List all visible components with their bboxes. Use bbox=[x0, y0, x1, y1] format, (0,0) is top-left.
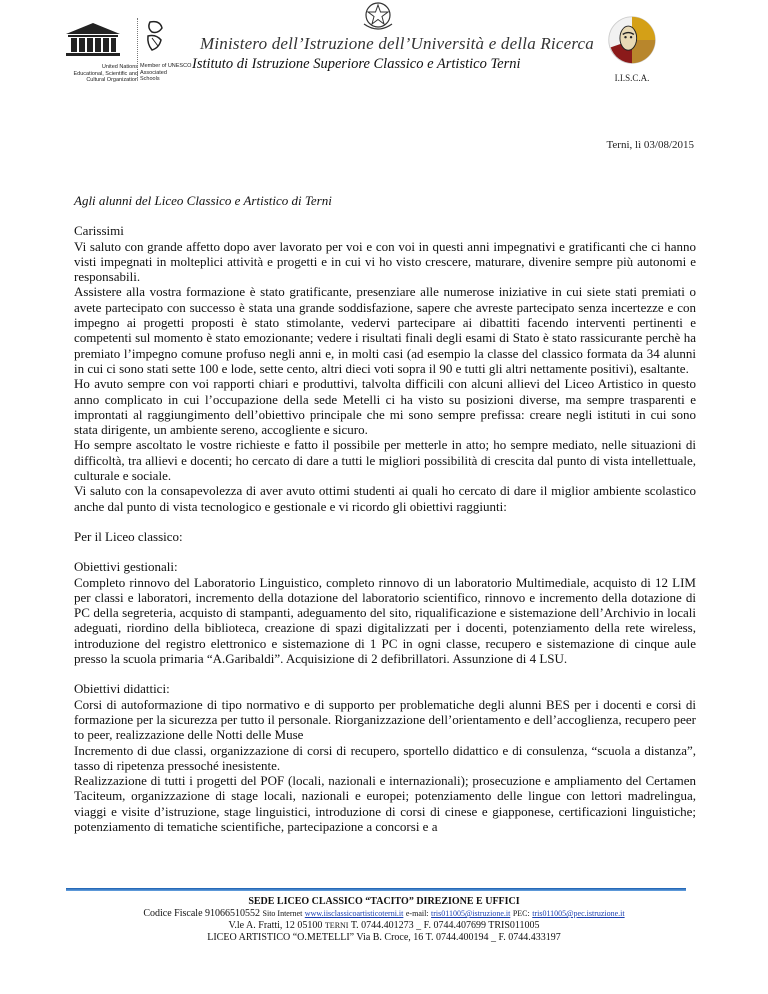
address-city: TERNI bbox=[324, 921, 349, 930]
didattici-paragraph: Incremento di due classi, organizzazione di corsi di recupero, sportello didattico e di consulenza, “scuola a distanza”, tasso di ripetenza pressoché inesistente. bbox=[74, 742, 696, 773]
fiscal-code: Codice Fiscale 91066510552 bbox=[143, 908, 261, 919]
body-paragraph: Ho sempre ascoltato le vostre richieste e fatto il possibile per metterle in atto; ho sempre mediato, nelle situazioni di difficoltà, tra allievi e docenti; ho cercato di dare a tutti le migliori possibilità di crescita dal punto di vista intellettuale, culturale e sociale. bbox=[74, 437, 696, 484]
greeting: Carissimi bbox=[74, 223, 124, 239]
logo-divider bbox=[137, 18, 138, 78]
iisca-label: I.I.S.C.A. bbox=[614, 73, 650, 83]
didattici-paragraph: Corsi di autoformazione di tipo normativo e di supporto per problematiche degli alunni BES per i docenti e corsi di formazione per la sicurezza per tutto il personale. Riorganizzazione dell’orientamento e dell’accoglienza, recupero peer to peer, realizzazione delle Notti delle Muse bbox=[74, 696, 696, 743]
letter-footer bbox=[0, 896, 768, 944]
schools-line: Schools bbox=[140, 76, 160, 82]
site-label: Sito Internet bbox=[262, 909, 303, 918]
footer-contacts bbox=[0, 908, 768, 920]
didattici-title: Obiettivi didattici: bbox=[74, 681, 170, 697]
website-link[interactable]: www.iisclassicoartisticoterni.it bbox=[304, 909, 404, 918]
unesco-temple-icon bbox=[64, 22, 122, 56]
ministry-title: Ministero dell’Istruzione dell’Università e della Ricerca bbox=[200, 34, 594, 53]
gestionali-title: Obiettivi gestionali: bbox=[74, 559, 178, 575]
gestionali-text: Completo rinnovo del Laboratorio Linguistico, completo rinnovo di un laboratorio Multimediale, acquisto di 12 LIM per classi e laboratori, incremento della dotazione del laboratorio scientifico, rinnovo e incremento della dotazione di PC della segreteria, acquisto di stampanti, adeguamento del sito, riqualificazione e sistemazione dell’Archivio in locali adeguati, riordino della biblioteca, creazione di spazi digitalizzati per i docenti, potenziamento della rete wireless, introduzione del registro elettronico e sistemazione di 1 PC in ogni classe, recupero e sistemazione di cinque aule presso la scuola primaria “A.Garibaldi”. Acquisizione di 2 defibrillatori. Assunzione di 4 LSU. bbox=[74, 574, 696, 667]
institute-name: Istituto di Istruzione Superiore Classico e Artistico Terni bbox=[192, 56, 521, 72]
associated-schools-logo bbox=[140, 18, 200, 83]
letterhead bbox=[0, 0, 768, 90]
address-street: V.le A. Fratti, 12 05100 bbox=[228, 920, 323, 931]
italian-republic-emblem-icon bbox=[360, 0, 396, 32]
body-paragraph: Vi saluto con grande affetto dopo aver lavorato per voi e con voi in questi anni impegnativi e gratificanti che ci hanno visti impegnati in molteplici attività e progetti e in cui vi ho visto crescere, maturare, divenire sempre più autonomi e responsabili. bbox=[74, 238, 696, 285]
unesco-line: Educational, Scientific and bbox=[73, 70, 138, 77]
associated-schools-icon bbox=[144, 18, 166, 56]
email-label: e-mail: bbox=[405, 909, 429, 918]
footer-address-artistico: LICEO ARTISTICO “O.METELLI” Via B. Croce, 16 T. 0744.400194 _ F. 0744.433197 bbox=[207, 932, 561, 943]
pec-label: PEC: bbox=[512, 909, 530, 918]
iisca-face-icon bbox=[606, 14, 658, 66]
unesco-line: Cultural Organization bbox=[86, 77, 138, 83]
footer-headquarters: SEDE LICEO CLASSICO “TACITO” DIREZIONE E UFFICI bbox=[248, 896, 520, 907]
footer-rule bbox=[66, 888, 686, 891]
footer-address-classico bbox=[0, 920, 768, 932]
addressee: Agli alunni del Liceo Classico e Artistico di Terni bbox=[74, 193, 332, 208]
unesco-line: United Nations bbox=[101, 64, 138, 70]
body-paragraph: Vi saluto con la consapevolezza di aver avuto ottimi studenti ai quali ho cercato di dare il miglior ambiente scolastico anche dal punto di vista tecnologico e gestionale e vi ricordo gli obiettivi raggiunti: bbox=[74, 483, 696, 514]
section-heading: Per il Liceo classico: bbox=[74, 528, 183, 544]
schools-line: Associated bbox=[140, 69, 167, 76]
iisca-logo bbox=[604, 14, 660, 86]
body-paragraph: Ho avuto sempre con voi rapporti chiari e produttivi, talvolta difficili con alcuni allievi del Liceo Artistico in questo anno complicato in cui l’occupazione della sede Metelli ci ha visto su posizioni diverse, ma sempre trasparenti e improntati al raggiungimento dell’obiettivo principale che mi sono sempre prefissa: creare negli istituti in cui sono stata dirigente, un ambiente sereno, accogliente e sicuro. bbox=[74, 376, 696, 438]
address-phones: T. 0744.401273 _ F. 0744.407699 TRIS011005 bbox=[350, 920, 540, 931]
letter-date: Terni, lì 03/08/2015 bbox=[606, 139, 694, 151]
unesco-logo bbox=[58, 22, 138, 84]
didattici-paragraph: Realizzazione di tutti i progetti del POF (locali, nazionali e internazionali); prosecuzione e ampliamento del Certamen Taciteum, organizzazione di stage locali, nazionali e europei; potenziamento delle lingue con lettori madrelingua, viaggi e visite d’istruzione, stage linguistici, introduzione di corsi di cinese e giapponese, certificazioni linguistiche; potenziamento di tematiche scientifiche, partecipazione a concorsi e a bbox=[74, 773, 696, 834]
pec-link[interactable]: tris011005@pec.istruzione.it bbox=[532, 909, 625, 918]
schools-line: Member of UNESCO bbox=[140, 63, 192, 69]
letter-body bbox=[74, 193, 696, 834]
body-paragraph: Assistere alla vostra formazione è stato gratificante, presenziare alle numerose iniziative in cui siete stati premiati o avete partecipato con successo è stata una grande soddisfazione, sapere che avreste partecipato senza incertezze e con impegno ai progetti proposti è stato stimolante, vedervi partecipare ai dibattiti facendo interventi pertinenti e competenti sul momento è stato emozionante; vedere i risultati finali degli esami di Stato è stato rassicurante perchè ha premiato l’impegno comune profuso negli anni e, in molti casi (ad esempio la classe del classico formata da 34 alunni in cui ci sono stati sette 100 e lode, sette cento, altri dieci voti sopra il 90 e tutti gli altri nettamente positivi), esaltante. bbox=[74, 284, 696, 376]
email-link[interactable]: tris011005@istruzione.it bbox=[431, 909, 511, 918]
